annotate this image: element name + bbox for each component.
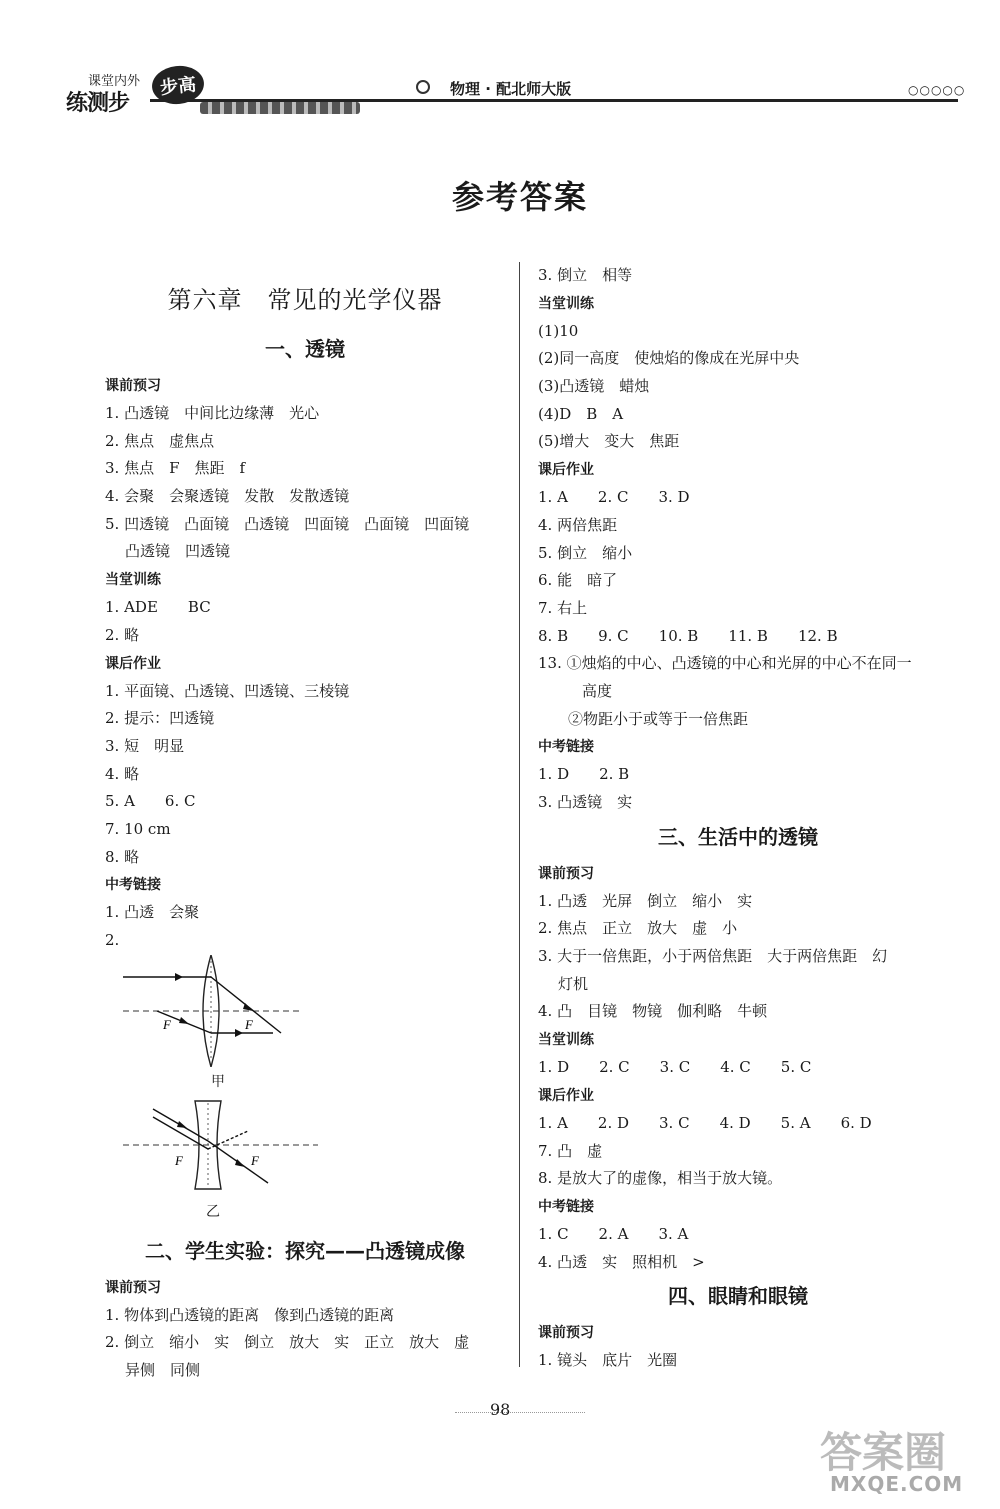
subheading-homework: 课后作业	[105, 655, 161, 672]
right-column	[538, 262, 938, 1375]
logo-small-text: 课堂内外	[88, 74, 141, 89]
subheading-homework: 课后作业	[538, 462, 594, 479]
answer-line: 1. A 2. D 3. C 4. D 5. A 6. D	[538, 1113, 872, 1132]
answer-line: 2.	[105, 931, 120, 949]
header-dots: ○○○○○	[908, 83, 966, 97]
watermark-url: MXQE.COM	[830, 1472, 964, 1496]
answer-line: (5)增大 变大 焦距	[538, 432, 680, 451]
answer-line: 5. 倒立 缩小	[538, 543, 633, 562]
answer-line: 1. C 2. A 3. A	[538, 1224, 689, 1243]
answer-line: 2. 提示：凹透镜	[105, 709, 215, 728]
diagram-label-yi: 乙	[206, 1203, 220, 1220]
watermark-logo-text: 答案圈	[820, 1428, 947, 1477]
answer-line: 1. D 2. B	[538, 765, 630, 784]
header-decoration	[200, 102, 360, 114]
section-title-experiment: 二、学生实验：探究——凸透镜成像	[145, 1238, 465, 1263]
section-title-eyes-glasses: 四、眼睛和眼镜	[668, 1284, 808, 1309]
answer-line: 1. D 2. C 3. C 4. C 5. C	[538, 1058, 812, 1077]
answer-line: 4. 略	[105, 764, 140, 783]
subheading-class-practice: 当堂训练	[538, 295, 594, 312]
answer-line: 8. B 9. C 10. B 11. B 12. B	[538, 626, 838, 645]
answer-line: 13. ①烛焰的中心、凸透镜的中心和光屏的中心不在同一	[538, 654, 912, 673]
section-title-lenses-in-life: 三、生活中的透镜	[658, 824, 818, 849]
section-title-lens: 一、透镜	[265, 337, 345, 361]
subheading-preview: 课前预习	[105, 378, 161, 394]
answer-line: (2)同一高度 使烛焰的像成在光屏中央	[538, 349, 800, 368]
answer-line: 4. 会聚 会聚透镜 发散 发散透镜	[105, 487, 350, 506]
diagram-label-jia: 甲	[211, 1073, 225, 1090]
focus-label: F	[251, 1152, 259, 1168]
chapter-title: 第六章 常见的光学仪器	[167, 286, 443, 314]
answer-line: 1. 凸透 会聚	[105, 903, 200, 922]
answer-line: 5. 凹透镜 凸面镜 凸透镜 凹面镜 凸面镜 凹面镜	[105, 514, 470, 533]
header-title: 物理 · 配北师大版	[450, 80, 572, 98]
answer-line-continued: 异侧 同侧	[125, 1361, 201, 1380]
subheading-exam-link: 中考链接	[538, 1198, 594, 1215]
answer-line-continued: ②物距小于或等于一倍焦距	[568, 709, 749, 728]
answer-line-continued: 灯机	[558, 974, 589, 993]
answer-line: 4. 凸 目镜 物镜 伽利略 牛顿	[538, 1002, 768, 1021]
answer-line: 3. 焦点 F 焦距 f	[105, 459, 246, 478]
answer-line: (1)10	[538, 321, 579, 340]
page-number: 98	[490, 1400, 511, 1419]
answer-line: 2. 倒立 缩小 实 倒立 放大 实 正立 放大 虚	[105, 1333, 470, 1352]
page-header	[0, 0, 1000, 140]
header-circle-icon	[416, 80, 430, 94]
subheading-class-practice: 当堂训练	[538, 1032, 594, 1049]
answer-line: 7. 凸 虚	[538, 1141, 603, 1160]
subheading-homework: 课后作业	[538, 1087, 594, 1104]
answer-line: 7. 10 cm	[105, 819, 171, 838]
page-number-decoration	[455, 1412, 585, 1422]
concave-lens-svg	[123, 1097, 323, 1197]
convex-lens-diagram	[123, 955, 323, 1091]
left-column	[105, 262, 505, 1385]
answer-line: 3. 倒立 相等	[538, 266, 633, 284]
concave-lens-diagram	[123, 1097, 323, 1221]
answer-line: 3. 短 明显	[105, 736, 185, 755]
answer-line: 7. 右上	[538, 598, 588, 617]
focus-label: F	[245, 1016, 253, 1032]
focus-label: F	[175, 1152, 183, 1168]
answer-line: 2. 焦点 虚焦点	[105, 431, 215, 450]
main-title: 参考答案	[451, 178, 588, 216]
answer-line: 1. 物体到凸透镜的距离 像到凸透镜的距离	[105, 1305, 395, 1324]
answer-line-continued: 高度	[582, 681, 613, 700]
answer-line: 3. 大于一倍焦距，小于两倍焦距 大于两倍焦距 幻	[538, 947, 888, 966]
column-divider	[519, 262, 520, 1367]
focus-label: F	[163, 1016, 171, 1032]
logo-main-text: 练测步	[66, 91, 130, 116]
subheading-preview: 课前预习	[105, 1279, 161, 1296]
subheading-class-practice: 当堂训练	[105, 572, 161, 589]
answer-line: 1. 平面镜、凸透镜、凹透镜、三棱镜	[105, 681, 350, 700]
subheading-preview: 课前预习	[538, 865, 594, 882]
watermark	[820, 1420, 980, 1500]
subheading-preview: 课前预习	[538, 1325, 594, 1342]
answer-line: 1. 镜头 底片 光圈	[538, 1351, 678, 1370]
answer-line: 2. 焦点 正立 放大 虚 小	[538, 919, 738, 938]
answer-line: 2. 略	[105, 625, 140, 644]
convex-lens-svg	[123, 955, 323, 1067]
subheading-exam-link: 中考链接	[538, 739, 594, 756]
answer-line: 8. 略	[105, 847, 140, 866]
answer-line: (4)D B A	[538, 404, 624, 423]
answer-line: (3)凸透镜 蜡烛	[538, 377, 650, 396]
answer-line: 1. 凸透 光屏 倒立 缩小 实	[538, 891, 753, 910]
answer-line: 1. A 2. C 3. D	[538, 488, 690, 507]
answer-line: 4. 凸透 实 照相机 >	[538, 1252, 705, 1271]
answer-line: 4. 两倍焦距	[538, 515, 618, 534]
answer-line-continued: 凸透镜 凹透镜	[125, 542, 231, 561]
answer-line: 1. ADE BC	[105, 598, 211, 617]
answer-line: 8. 是放大了的虚像，相当于放大镜。	[538, 1169, 783, 1188]
answer-line: 6. 能 暗了	[538, 571, 618, 590]
answer-line: 5. A 6. C	[105, 792, 196, 811]
subheading-exam-link: 中考链接	[105, 877, 161, 894]
answer-line: 1. 凸透镜 中间比边缘薄 光心	[105, 404, 320, 422]
answer-line: 3. 凸透镜 实	[538, 793, 633, 811]
logo-badge: 步高	[150, 63, 206, 106]
